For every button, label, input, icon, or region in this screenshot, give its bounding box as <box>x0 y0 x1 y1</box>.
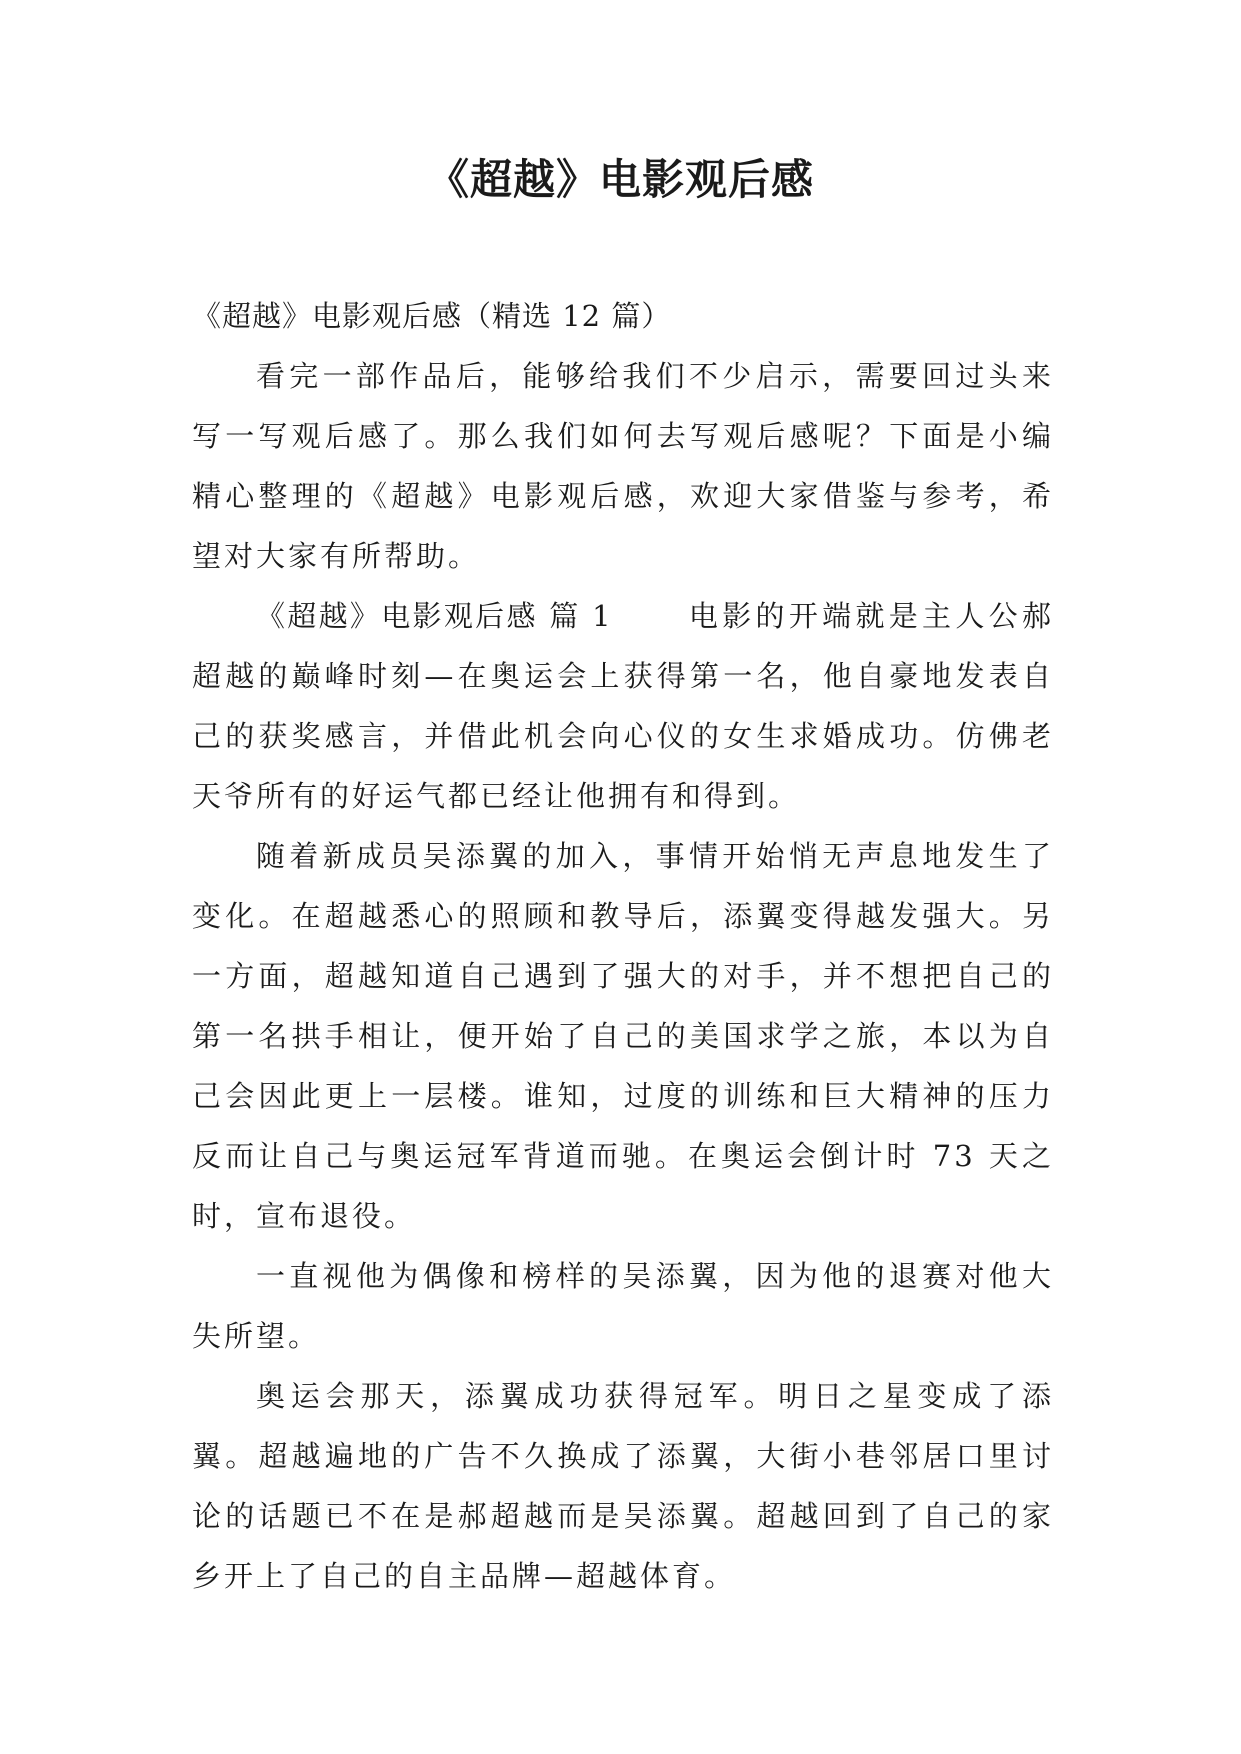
paragraph-4: 奥运会那天，添翼成功获得冠军。明日之星变成了添翼。超越遍地的广告不久换成了添翼，大街小巷邻居口里讨论的话题已不在是郝超越而是吴添翼。超越回到了自己的家乡开上了自己的自主品牌—超越体育。 <box>192 1379 1054 1593</box>
paragraph-2: 随着新成员吴添翼的加入，事情开始悄无声息地发生了变化。在超越悉心的照顾和教导后，添翼变得越发强大。另一方面，超越知道自己遇到了强大的对手，并不想把自己的第一名拱手相让，便开始了自己的美国求学之旅，本以为自己会因此更上一层楼。谁知，过度的训练和巨大精神的压力反而让自己与奥运冠军背道而驰。在奥运会倒计时 73 天之时，宣布退役。 <box>192 839 1054 1233</box>
section1-text: 电影的开端就是主人公郝超越的巅峰时刻—在奥运会上获得第一名，他自豪地发表自己的获奖感言，并借此机会向心仪的女生求婚成功。仿佛老天爷所有的好运气都已经让他拥有和得到。 <box>192 599 1054 813</box>
section1-paragraph <box>192 586 1054 826</box>
document-title: 《超越》电影观后感 <box>426 155 814 204</box>
document-subtitle: 《超越》电影观后感（精选 12 篇） <box>192 299 672 333</box>
paragraph-3: 一直视他为偶像和榜样的吴添翼，因为他的退赛对他大失所望。 <box>192 1259 1054 1353</box>
document-body <box>192 286 1054 1606</box>
section1-heading: 《超越》电影观后感 篇 1 <box>256 599 612 633</box>
intro-paragraph: 看完一部作品后，能够给我们不少启示，需要回过头来写一写观后感了。那么我们如何去写观后感呢？下面是小编精心整理的《超越》电影观后感，欢迎大家借鉴与参考，希望对大家有所帮助。 <box>192 359 1054 573</box>
